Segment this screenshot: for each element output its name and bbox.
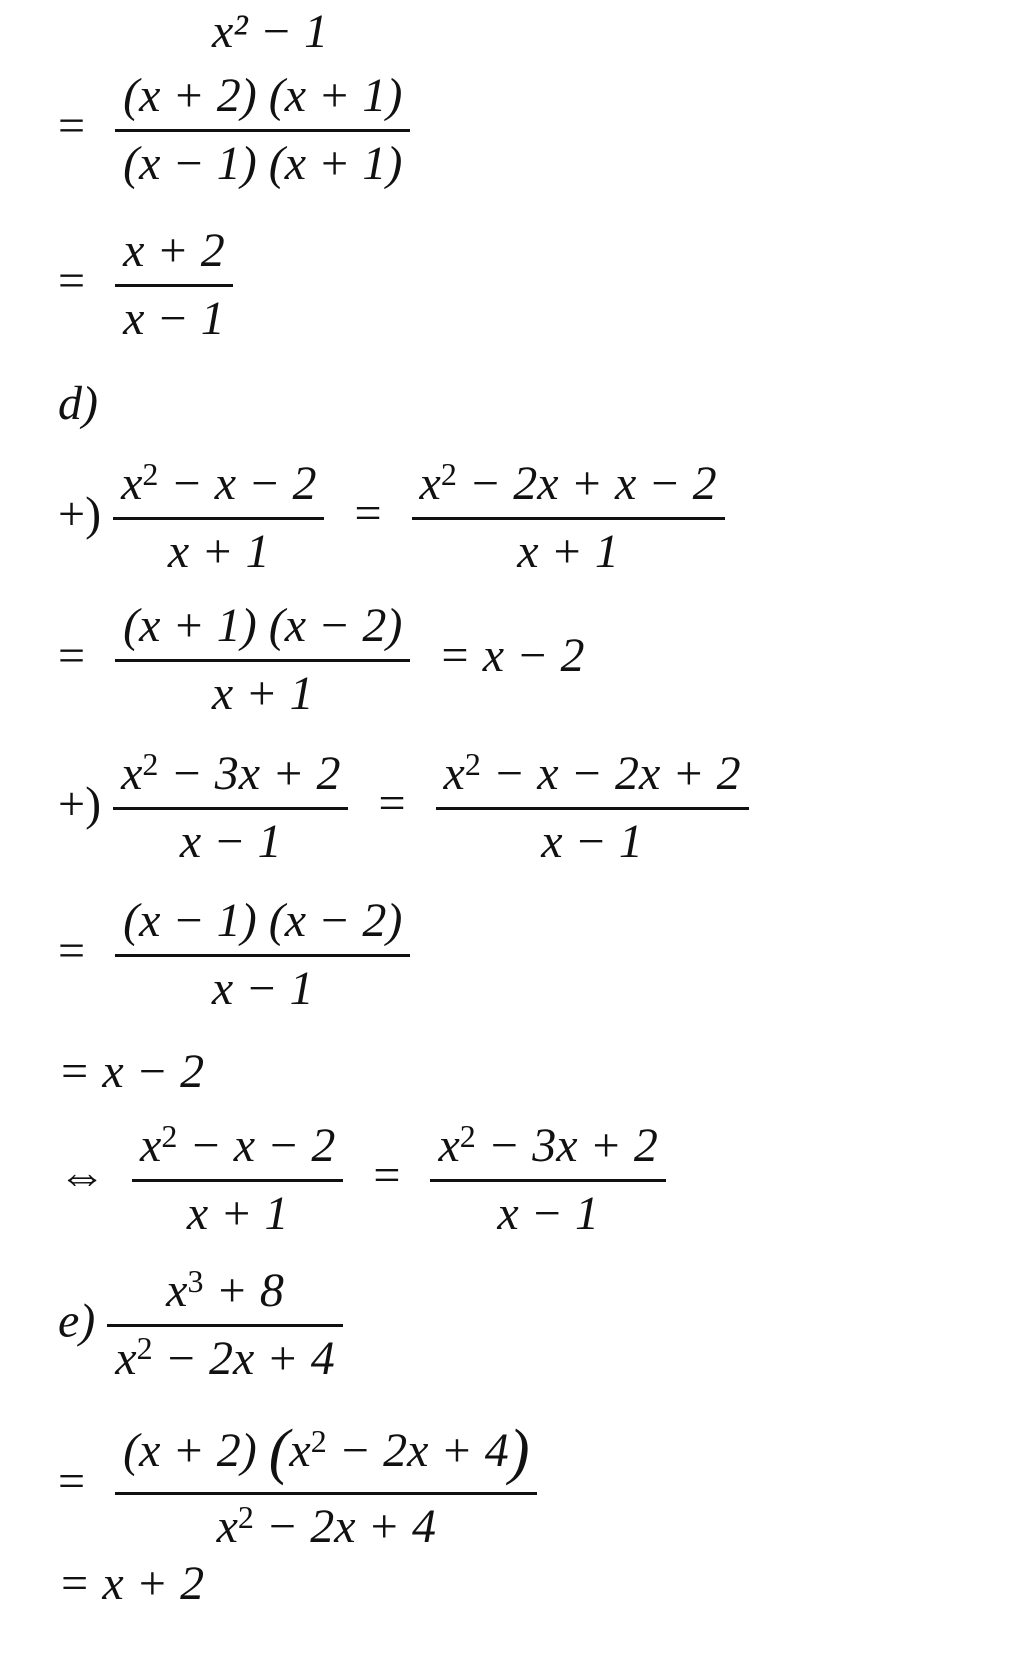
fraction-bar bbox=[115, 129, 410, 132]
fraction bbox=[115, 70, 410, 191]
denominator: x + 1 bbox=[186, 1186, 289, 1240]
fraction-left bbox=[113, 455, 324, 579]
numerator: (x − 1) (x − 2) bbox=[123, 894, 403, 947]
fraction-right bbox=[430, 1117, 665, 1241]
numerator: $x^2 - 3x + 2$ bbox=[438, 1117, 658, 1172]
numerator: $x^2 - x - 2$ bbox=[121, 455, 317, 510]
fraction-left bbox=[132, 1117, 343, 1241]
denominator: $x^2 - 2x + 4$ bbox=[216, 1498, 436, 1554]
numerator: $x^2 - 2x + x - 2$ bbox=[419, 455, 717, 510]
prefix-plus: +) bbox=[58, 487, 102, 541]
fraction bbox=[107, 1262, 342, 1386]
equals-sign: = bbox=[58, 924, 86, 978]
fraction bbox=[115, 895, 410, 1016]
denominator: x − 1 bbox=[497, 1186, 600, 1240]
denominator: x − 1 bbox=[541, 814, 643, 868]
denominator: x + 1 bbox=[167, 524, 270, 578]
fraction-bar bbox=[113, 807, 348, 810]
result: = x − 2 bbox=[438, 629, 585, 683]
fraction bbox=[115, 600, 410, 721]
fraction-right bbox=[412, 455, 725, 579]
denominator: x − 1 bbox=[179, 814, 282, 868]
numerator: (x + 1) (x − 2) bbox=[123, 599, 403, 652]
fraction-bar bbox=[430, 1179, 665, 1182]
equals-sign: = bbox=[354, 487, 382, 541]
equals-sign: = bbox=[58, 1455, 86, 1508]
c-step-1 bbox=[58, 70, 410, 191]
denominator: (x − 1) (x + 1) bbox=[123, 136, 403, 190]
fraction bbox=[115, 225, 233, 346]
numerator: (x + 2) $(x^2 - 2x + 4)$ bbox=[123, 1418, 530, 1486]
fraction-right bbox=[436, 745, 749, 869]
equals-sign: = bbox=[58, 629, 86, 683]
part-d-label: d) bbox=[58, 377, 98, 430]
d-line-1 bbox=[58, 455, 725, 579]
d-line-2 bbox=[58, 600, 585, 721]
denominator: $x^2 - 2x + 4$ bbox=[115, 1330, 335, 1385]
part-e-label: e) bbox=[58, 1294, 96, 1348]
d-line-6 bbox=[58, 1117, 666, 1241]
fraction-bar bbox=[115, 659, 410, 662]
numerator: (x + 2) (x + 1) bbox=[123, 69, 403, 122]
fraction-left bbox=[113, 745, 348, 869]
equals-sign: = bbox=[58, 254, 86, 308]
fraction-bar bbox=[113, 517, 324, 520]
c-step-2 bbox=[58, 225, 233, 346]
fraction-bar bbox=[115, 284, 233, 287]
d-line-4 bbox=[58, 895, 410, 1016]
denominator: x + 1 bbox=[517, 524, 619, 578]
e-line-1 bbox=[58, 1262, 343, 1386]
prefix-plus: +) bbox=[58, 777, 102, 831]
e-line-2 bbox=[58, 1418, 537, 1554]
equals-sign: = bbox=[378, 777, 406, 831]
denominator: x − 1 bbox=[123, 291, 225, 345]
numerator: x + 2 bbox=[123, 224, 225, 277]
numerator: $x^2 - x - 2$ bbox=[140, 1117, 336, 1172]
fraction-bar bbox=[412, 517, 725, 520]
fraction-bar bbox=[132, 1179, 343, 1182]
denominator: x − 1 bbox=[211, 961, 314, 1015]
fraction bbox=[115, 1418, 537, 1554]
d-line-3 bbox=[58, 745, 749, 869]
fraction-bar bbox=[115, 1492, 537, 1495]
d-line-5: = x − 2 bbox=[58, 1045, 205, 1098]
numerator: $x^2 - 3x + 2$ bbox=[121, 745, 341, 800]
fraction-bar bbox=[107, 1324, 342, 1327]
fraction-bar bbox=[115, 954, 410, 957]
equivalence-arrow: ⇔ bbox=[58, 1149, 106, 1203]
numerator: $x^2 - x - 2x + 2$ bbox=[443, 745, 741, 800]
fraction-bar bbox=[436, 807, 749, 810]
numerator: $x^3 + 8$ bbox=[166, 1262, 284, 1317]
c-top-denominator: x² − 1 bbox=[212, 5, 329, 58]
denominator: x + 1 bbox=[211, 666, 314, 720]
equals-sign: = bbox=[373, 1149, 401, 1203]
equals-sign: = bbox=[58, 99, 86, 153]
e-line-3: = x + 2 bbox=[58, 1557, 205, 1610]
